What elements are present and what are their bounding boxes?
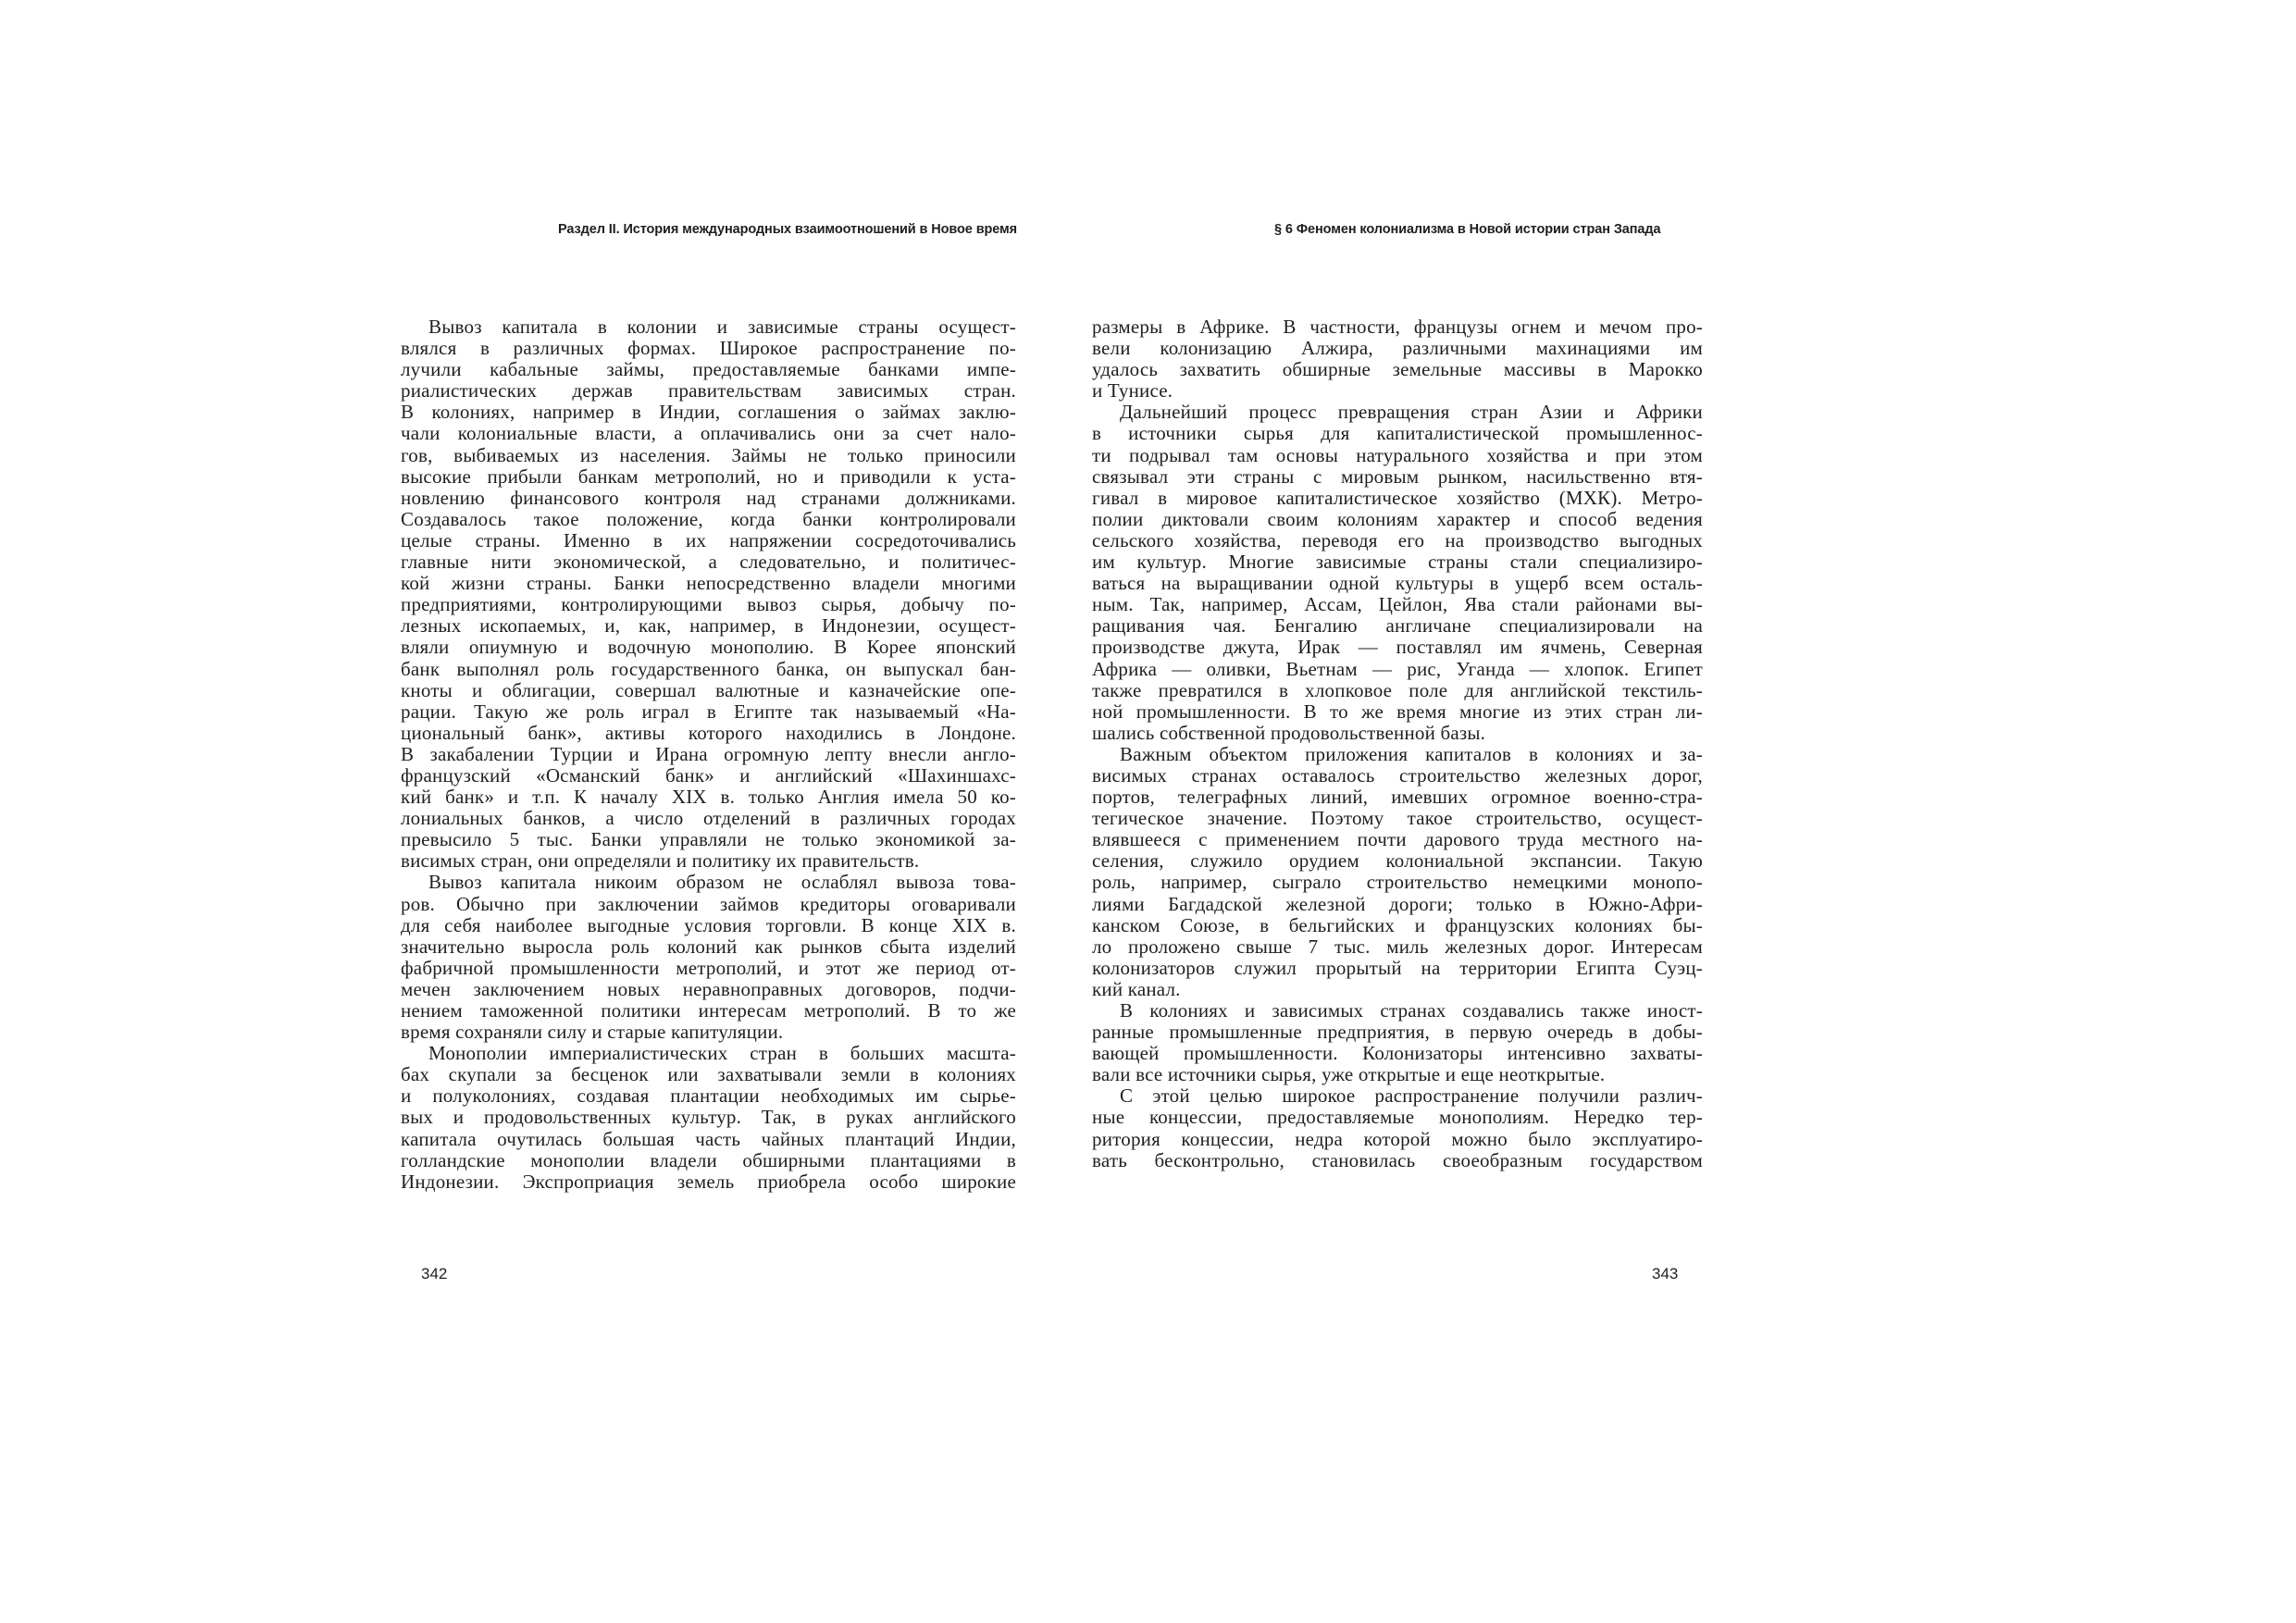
page-number-right: 343 (1652, 1265, 1679, 1282)
text-line: влялся в различных формах. Широкое распространение по- (401, 337, 1016, 360)
text-line: рации. Такую же роль играл в Египте так называемый «На- (401, 700, 1016, 723)
text-line: вать бесконтрольно, становилась своеобразным государством (1092, 1148, 1703, 1171)
text-line: висимых странах оставалось строительство железных дорог, (1092, 763, 1703, 787)
text-line: удалось захватить обширные земельные массивы в Марокко (1092, 358, 1703, 381)
text-line: нением таможенной политики интересам метрополий. В то же (401, 999, 1016, 1022)
text-line: ти подрывал там основы натурального хозяйства и при этом (1092, 443, 1703, 466)
text-line: для себя наиболее выгодные условия торговли. В конце XIX в. (401, 913, 1016, 936)
paragraph (1092, 1000, 1703, 1085)
text-line: ным. Так, например, Ассам, Цейлон, Ява стали районами вы- (1092, 593, 1703, 616)
text-line: вляли опиумную и водочную монополию. В Корее японский (401, 636, 1016, 659)
text-line: В колониях, например в Индии, соглашения о займах заклю- (401, 401, 1016, 424)
text-line: значительно выросла роль колоний как рынков сбыта изделий (401, 935, 1016, 958)
text-line: кой жизни страны. Банки непосредственно владели многими (401, 572, 1016, 595)
text-line: ной промышленности. В то же время многие из этих стран ли- (1092, 700, 1703, 723)
paragraph (1092, 316, 1703, 402)
text-line: С этой целью широкое распространение получили различ- (1120, 1084, 1703, 1108)
text-line: чали колониальные власти, а оплачивались они за счет нало- (401, 422, 1016, 445)
text-line: ритория концессии, недра которой можно было эксплуатиро- (1092, 1127, 1703, 1150)
paragraph (401, 316, 1016, 872)
text-line: сельского хозяйства, переводя его на производство выгодных (1092, 528, 1703, 551)
text-line: кноты и облигации, совершал валютные и казначейские опе- (401, 678, 1016, 701)
text-line: шались собственной продовольственной базы. (1092, 721, 1486, 744)
text-line: также превратился в хлопковое поле для английской текстиль- (1092, 678, 1703, 701)
text-line: в источники сырья для капиталистической промышленнос- (1092, 422, 1703, 445)
text-line: Вывоз капитала в колонии и зависимые страны осущест- (428, 316, 1016, 338)
text-line: гов, выбиваемых из населения. Займы не только приносили (401, 443, 1016, 466)
running-head-right: § 6 Феномен колониализма в Новой истории стран Запада (1274, 222, 1661, 237)
text-line: селения, служило орудием колониальной экспансии. Такую (1092, 849, 1703, 873)
text-line: В закабалении Турции и Ирана огромную лепту внесли англо- (401, 742, 1016, 765)
text-line: им культур. Многие зависимые страны стали специализиро- (1092, 551, 1703, 574)
text-line: капитала очутилась большая часть чайных плантаций Индии, (401, 1127, 1016, 1150)
text-line: Дальнейший процесс превращения стран Азии и Африки (1120, 401, 1703, 424)
text-line: ров. Обычно при заключении займов кредиторы оговаривали (401, 892, 1016, 915)
text-line: ранные промышленные предприятия, в первую очередь в добы- (1092, 1021, 1703, 1044)
text-line: роль, например, сыграло строительство немецкими монопо- (1092, 871, 1703, 894)
text-line: и Тунисе. (1092, 379, 1173, 403)
paragraph (1092, 744, 1703, 1000)
text-line: размеры в Африке. В частности, французы огнем и мечом про- (1092, 316, 1703, 338)
running-head-left: Раздел II. История международных взаимоотношений в Новое время (558, 222, 1018, 237)
text-line: французский «Османский банк» и английский «Шахиншахс- (401, 763, 1016, 787)
text-line: ло проложено свыше 7 тыс. миль железных дорог. Интересам (1092, 935, 1703, 958)
text-line: циональный банк», активы которого находились в Лондоне. (401, 721, 1016, 744)
text-line: портов, телеграфных линий, имевших огромное военно-стра- (1092, 786, 1703, 809)
text-line: вали все источники сырья, уже открытые и еще неоткрытые. (1092, 1063, 1606, 1086)
text-line: тегическое значение. Поэтому такое строительство, осущест- (1092, 807, 1703, 830)
text-line: висимых стран, они определяли и политику их правительств. (401, 849, 920, 873)
left-page-text (401, 316, 1016, 1193)
text-line: Создавалось такое положение, когда банки контролировали (401, 507, 1016, 530)
paragraph (401, 872, 1016, 1043)
text-line: связывал эти страны с мировым рынком, насильственно втя- (1092, 465, 1703, 488)
text-line: Индонезии. Экспроприация земель приобрела особо широкие (401, 1170, 1016, 1193)
text-line: фабричной промышленности метрополий, и этот же период от- (401, 956, 1016, 979)
text-line: Вывоз капитала никоим образом не ослаблял вывоза това- (428, 871, 1016, 894)
text-line: ные концессии, предоставляемые монополиям. Нередко тер- (1092, 1106, 1703, 1129)
paragraph (401, 1043, 1016, 1193)
text-line: В колониях и зависимых странах создавались также иност- (1120, 999, 1703, 1022)
text-line: целые страны. Именно в их напряжении сосредоточивались (401, 528, 1016, 551)
text-line: вых и продовольственных культур. Так, в руках английского (401, 1106, 1016, 1129)
text-line: высокие прибыли банкам метрополий, но и приводили к уста- (401, 465, 1016, 488)
text-line: ращивания чая. Бенгалию англичане специализировали на (1092, 614, 1703, 638)
text-line: вели колонизацию Алжира, различными махинациями им (1092, 337, 1703, 360)
text-line: риалистических держав правительствам зависимых стран. (401, 379, 1016, 403)
paragraph (1092, 402, 1703, 744)
text-line: колонизаторов служил прорытый на территории Египта Суэц- (1092, 956, 1703, 979)
text-line: новлению финансового контроля над странами должниками. (401, 486, 1016, 509)
text-line: и полуколониях, создавая плантации необходимых им сырье- (401, 1084, 1016, 1108)
text-line: главные нити экономической, а следовательно, и политичес- (401, 551, 1016, 574)
text-line: превысило 5 тыс. Банки управляли не только экономикой за- (401, 828, 1016, 851)
text-line: Важным объектом приложения капиталов в колониях и за- (1120, 742, 1703, 765)
text-line: кий канал. (1092, 977, 1181, 1000)
text-line: гивал в мировое капиталистическое хозяйство (МХК). Метро- (1092, 486, 1703, 509)
text-line: лониальных банков, а число отделений в различных городах (401, 807, 1016, 830)
page-number-left: 342 (421, 1265, 448, 1282)
text-line: бах скупали за бесценок или захватывали земли в колониях (401, 1063, 1016, 1086)
right-page-text (1092, 316, 1703, 1171)
text-line: влявшееся с применением почти дарового труда местного на- (1092, 828, 1703, 851)
text-line: голландские монополии владели обширными плантациями в (401, 1148, 1016, 1171)
text-line: ваться на выращивании одной культуры в ущерб всем осталь- (1092, 572, 1703, 595)
text-line: вающей промышленности. Колонизаторы интенсивно захваты- (1092, 1042, 1703, 1065)
text-line: предприятиями, контролирующими вывоз сырья, добычу по- (401, 593, 1016, 616)
text-line: полии диктовали своим колониям характер и способ ведения (1092, 507, 1703, 530)
text-line: Африка — оливки, Вьетнам — рис, Уганда — хлопок. Египет (1092, 657, 1703, 680)
text-line: лиями Багдадской железной дороги; только в Южно-Афри- (1092, 892, 1703, 915)
paragraph (1092, 1085, 1703, 1171)
text-line: лезных ископаемых, и, как, например, в Индонезии, осущест- (401, 614, 1016, 638)
text-line: время сохраняли силу и старые капитуляции. (401, 1021, 784, 1044)
text-line: лучили кабальные займы, предоставляемые банками импе- (401, 358, 1016, 381)
text-line: Монополии империалистических стран в больших масшта- (428, 1042, 1016, 1065)
text-line: производстве джута, Ирак — поставлял им ячмень, Северная (1092, 636, 1703, 659)
text-line: канском Союзе, в бельгийских и французских колониях бы- (1092, 913, 1703, 936)
text-line: банк выполнял роль государственного банка, он выпускал бан- (401, 657, 1016, 680)
text-line: кий банк» и т.п. К началу XIX в. только Англия имела 50 ко- (401, 786, 1016, 809)
text-line: мечен заключением новых неравноправных договоров, подчи- (401, 977, 1016, 1000)
